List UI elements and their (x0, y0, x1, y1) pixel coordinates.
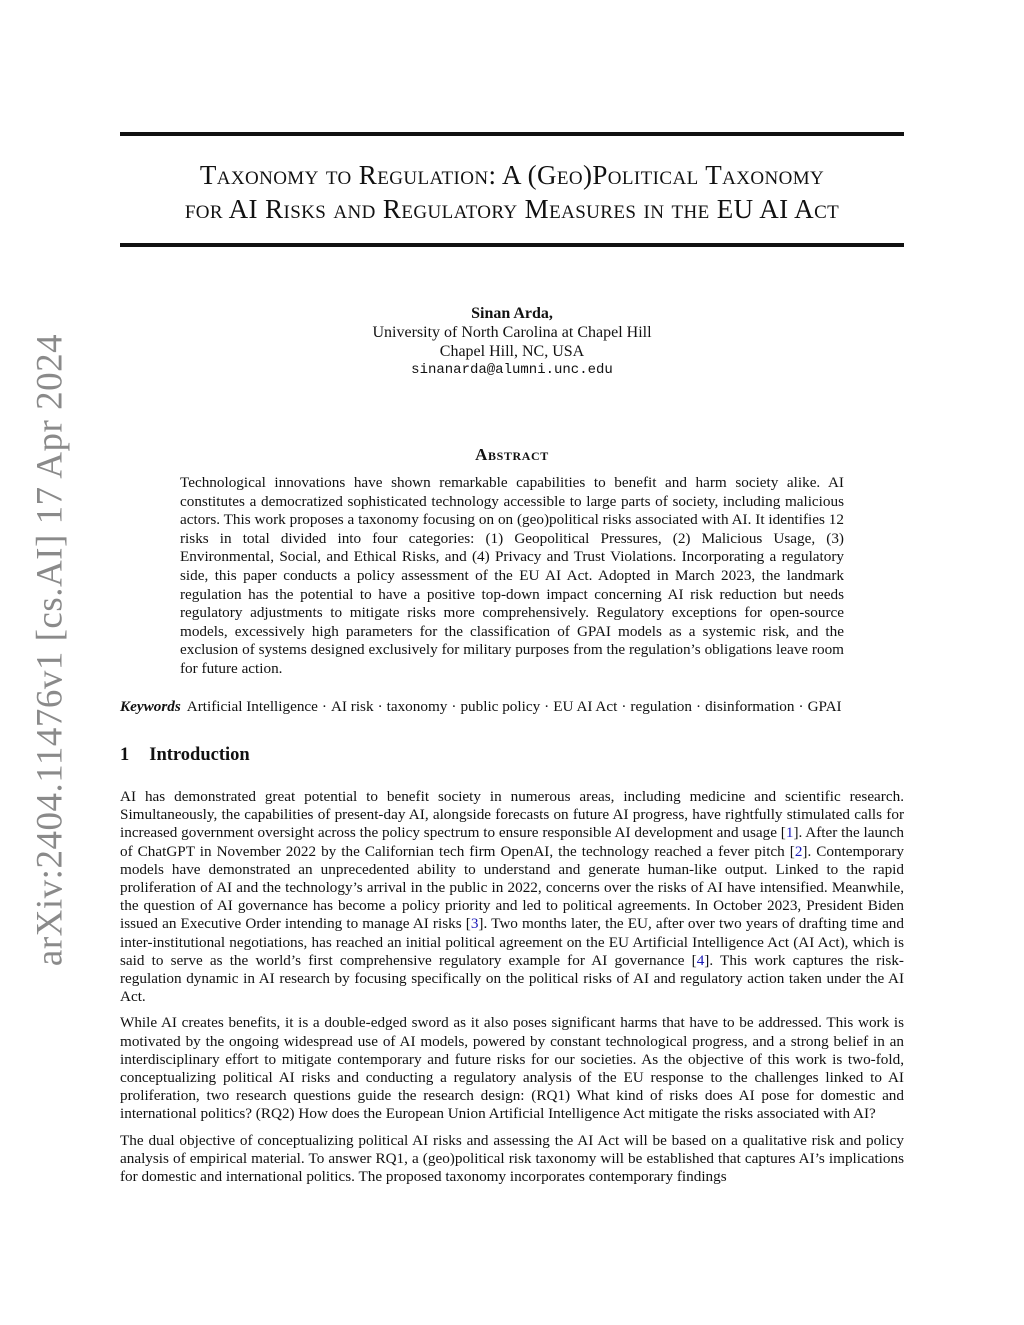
keywords-label: Keywords (120, 698, 181, 715)
paragraph-text: ]. Two months later, the EU, after over two years of drafting time and inter-institutional negotiations, has reached an initial political agreement on the EU Artificial Intelligence Act (AI Act), which is said to serve as the world’s first comprehensive regulatory example for AI governance [ (120, 915, 904, 969)
keyword-separator: · (621, 698, 627, 715)
arxiv-side-stamp: arXiv:2404.11476v1 [cs.AI] 17 Apr 2024 (29, 333, 71, 967)
paragraph-3: The dual objective of conceptualizing political AI risks and assessing the AI Act will be based on a qualitative risk and policy analysis of empirical material. To answer RQ1, a (geo)political risk taxonomy will be established that captures AI’s implications for domestic and international politics. The proposed taxonomy incorporates contemporary findings (120, 1131, 904, 1186)
abstract-text: Technological innovations have shown remarkable capabilities to benefit and harm society alike. AI constitutes a democratized sophisticated technology accessible to large parts of society, including malicious actors. This work proposes a taxonomy focusing on on (geo)political risks associated with AI. It identifies 12 risks in total divided into four categories: (1) Geopolitical Pressures, (2) Malicious Usage, (3) Environmental, Social, and Ethical Risks, and (4) Privacy and Trust Violations. Incorporating a regulatory side, this paper conducts a policy assessment of the EU AI Act. Adopted in March 2023, the landmark regulation has the potential to have a positive top-down impact concerning AI risk reduction but needs regulatory adjustments to mitigate risks more comprehensively. Regulatory exceptions for open-source models, excessively high parameters for the classification of GPAI models as a systemic risk, and the exclusion of systems designed exclusively for military purposes from the regulation’s obligations leave room for future action. (180, 474, 844, 677)
introduction-body (120, 788, 904, 1194)
section-heading-introduction (120, 745, 250, 766)
paragraph-1 (120, 788, 904, 1006)
keyword-item: taxonomy (386, 698, 448, 715)
keyword-item: disinformation (705, 698, 795, 715)
author-name: Sinan Arda, (471, 305, 553, 322)
title-top-rule (120, 132, 904, 136)
keyword-item: EU AI Act (553, 698, 618, 715)
paragraph-text: ]. This work captures the risk-regulation dynamic in AI research by focusing specifically on the political risks of AI and regulatory action taken under the AI Act. (120, 951, 904, 1006)
keywords-line (120, 697, 904, 716)
keyword-separator: · (377, 698, 383, 715)
paragraph-2: While AI creates benefits, it is a double-edged sword as it also poses significant harms that have to be addressed. This work is motivated by the ongoing widespread use of AI models, powered by constant technological progress, and a strong belief in an interdisciplinary effort to mitigate contemporary and future risks for our societies. As the objective of this work is two-fold, conceptualizing political AI risks and conducting a regulatory analysis of the EU response to the challenges linked to AI proliferation, two research questions guide the research design: (RQ1) What kind of risks does AI pose for domestic and international politics? (RQ2) How does the European Union Artificial Intelligence Act mitigate the risks associated with AI? (120, 1014, 904, 1123)
keyword-item: AI risk (330, 698, 374, 715)
author-location: Chapel Hill, NC, USA (439, 343, 585, 360)
keyword-separator: · (798, 698, 804, 715)
keyword-separator: · (321, 698, 327, 715)
keyword-item: Artificial Intelligence (186, 698, 318, 715)
citation-link[interactable]: 3 (470, 915, 479, 933)
paragraph-text: AI has demonstrated great potential to benefit society in numerous areas, including medicine and scientific research. Simultaneously, the capabilities of present-day AI, alongside forecasts on future AI progress, have rightfully stimulated calls for increased government oversight across the policy spectrum to ensure responsible AI development and usage [ (120, 788, 904, 842)
keyword-item: public policy (460, 698, 541, 715)
keyword-item: GPAI (807, 698, 842, 715)
title-bottom-rule (120, 243, 904, 247)
paragraph-text: ]. After the launch of ChatGPT in November 2022 by the Californian tech firm OpenAI, the technology reached a fever pitch [ (120, 824, 904, 860)
abstract-heading: Abstract (475, 445, 549, 464)
author-affiliation: University of North Carolina at Chapel Hill (372, 324, 652, 341)
paragraph-text: ]. Contemporary models have demonstrated an unprecedented ability to understand and generate human-like output. Linked to the rapid proliferation of AI and the technology’s arrival in the public in 2022, concerns over the risks of AI have intensified. Meanwhile, the question of AI governance has become a policy priority and led to political agreements. In October 2023, President Biden issued an Executive Order intending to manage AI risks [ (120, 842, 904, 933)
citation-link[interactable]: 1 (785, 824, 794, 842)
title-line-1: Taxonomy to Regulation: A (Geo)Political Taxonomy (199, 160, 825, 190)
title-line-2: for AI Risks and Regulatory Measures in the EU AI Act (184, 194, 840, 224)
section-title: Introduction (149, 745, 250, 765)
keyword-item: regulation (630, 698, 692, 715)
section-number: 1 (120, 745, 130, 765)
citation-link[interactable]: 4 (696, 951, 705, 969)
citation-link[interactable]: 2 (794, 842, 803, 860)
author-email[interactable]: sinanarda@alumni.unc.edu (411, 362, 613, 378)
author-block (120, 304, 904, 380)
keyword-separator: · (696, 698, 702, 715)
paper-title (120, 158, 904, 226)
keyword-separator: · (451, 698, 457, 715)
keyword-separator: · (544, 698, 550, 715)
